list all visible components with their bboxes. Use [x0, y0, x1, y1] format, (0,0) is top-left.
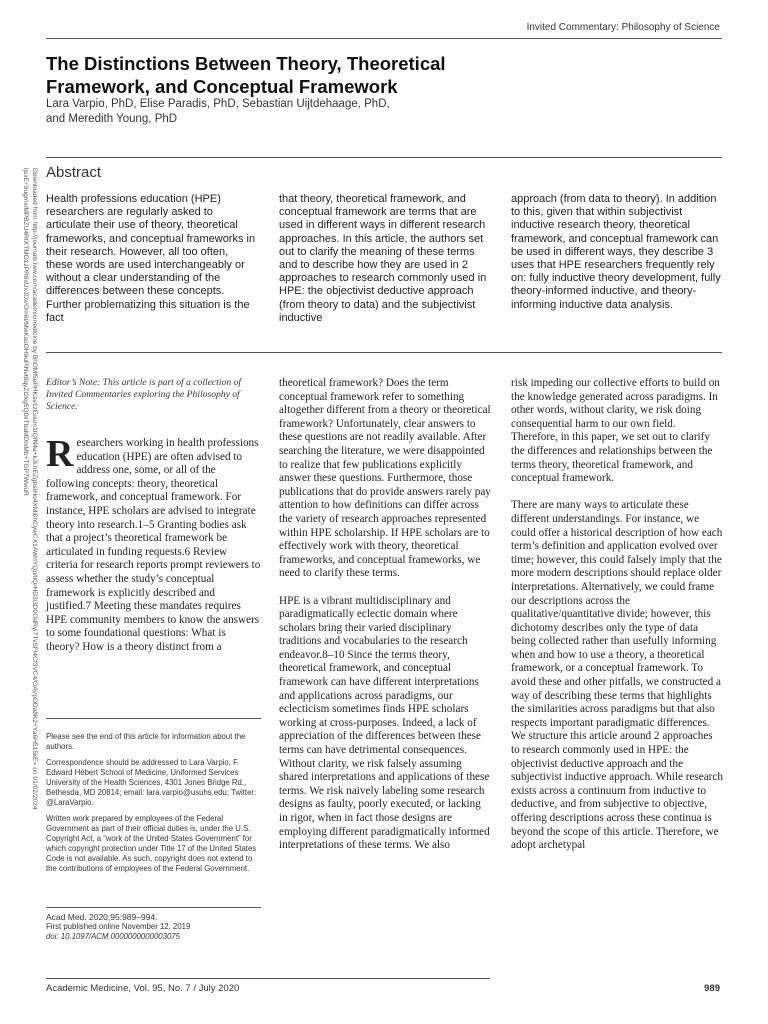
footnote-copyright: Written work prepared by employees of the Federal Government as part of their official duties is, under the U.S. Copyright Act, a “work of the United States Government” for which copyright protection under Title 17 of the United States Code is not available. As such, copyright does not extend to the contributions of employees of the Federal Government.	[46, 814, 257, 873]
abstract-heading: Abstract	[46, 164, 102, 181]
author-list	[46, 97, 686, 127]
header-rule	[46, 38, 722, 39]
body-paragraph: theoretical framework? Does the term conceptual framework refer to something altogether different from a theory or theoretical framework? Unfortunately, clear answers to these questions are not readily available. After searching the literature, we were disappointed to realize that few publications explicitly answer these questions. Furthermore, those publications that do provide answers rarely pay attention to how definitions can differ across the variety of research approaches represented within HPE scholarship. If HPE scholars are to effectively work with theory, theoretical frameworks, and conceptual frameworks, we need to clarify these terms.	[279, 377, 491, 580]
footnote-correspondence: Correspondence should be addressed to Lara Varpio, F. Edward Hébert School of Medicine, Uniformed Services University of the Health Sciences, 4301 Jones Bridge Rd., Bethesda, MD 20814; email: lara.varpio@usuhs.edu; Twitter: @LaraVarpio.	[46, 758, 257, 807]
doi: doi: 10.1097/ACM.0000000000003075	[46, 932, 180, 941]
abstract-bottom-rule	[46, 352, 722, 353]
page-number: 989	[704, 983, 720, 994]
download-notice-line-1: Downloaded from http://journals.lww.com/academicmedicine by BhDMf5ePHKav1zEoum1tQfN4a+kJLhEZgbsIHo4XMi0hCywCX1AWnYQp/IlQrHD3i3D0OdRyi7TvSFl4Cf3VC4/OAVpDDa8K2+Ya6H515kE= on 01/02/2024	[31, 168, 38, 810]
footnote-rule	[46, 718, 261, 719]
body-col-1	[46, 433, 261, 668]
body-paragraph: There are many ways to articulate these different understandings. For instance, we could offer a historical description of how each term’s definition and application evolved over time; however, this could falsely imply that the more modern descriptions should replace older interpretations. Alternatively, we could frame our descriptions across the qualitative/quantitative divide; however, this dichotomy describes only the type of data being collected rather than usefully informing when and how to use a theory, a theoretical framework, or a conceptual framework. To avoid these and other pitfalls, we constructed a way of describing these terms that highlights the similarities across paradigms but that also respects important paradigmatic differences. We structure this article around 2 approaches to research commonly used in HPE: the objectivist deductive approach and the subjectivist inductive approach. While research exists across a continuum from inductive to deductive, and from subjective to objective, offering descriptions across these continua is beyond the scope of this article. Therefore, we adopt archetypal	[511, 499, 723, 852]
intro-paragraph	[46, 433, 261, 655]
footnote-see-end: Please see the end of this article for information about the authors.	[46, 732, 246, 751]
footer-rule	[46, 978, 490, 979]
citation-block	[46, 912, 261, 942]
title-line-1: The Distinctions Between Theory, Theoretical	[46, 53, 446, 74]
body-paragraph: HPE is a vibrant multidisciplinary and paradigmatically eclectic domain where scholars bring their varied disciplinary traditions and vocabularies to the research endeavor.8–10 Since the terms theory, theoretical framework, and conceptual framework can have different interpretations and applications across paradigms, our eclecticism sometimes finds HPE scholars working at cross-purposes. Indeed, a lack of appreciation of the differences between these terms can have detrimental consequences. Without clarity, we risk falsely assuming shared interpretations and applications of these terms. We risk naively labeling some research designs as faulty, poorly executed, or lacking in rigor, when in fact those designs are employing different paradigmatically informed interpretations of these terms. We also	[279, 594, 490, 852]
authors-line-2: and Meredith Young, PhD	[46, 113, 178, 125]
download-notice	[21, 168, 38, 809]
section-label: Invited Commentary: Philosophy of Science	[526, 22, 720, 33]
abstract-col-1: Health professions education (HPE) researchers are regularly asked to articulate their use of theory, theoretical frameworks, and conceptual frameworks in their research. However, all too often, these words are used interchangeably or without a clear understanding of the differences between these concepts. Further problematizing this situation is the fact	[46, 193, 256, 324]
published-date: First published online November 12, 2019	[46, 922, 191, 931]
body-col-2	[279, 377, 491, 866]
body-paragraph: risk impeding our collective efforts to build on the knowledge generated across paradigms. In other words, without clarity, we risk doing consequential harm to our own field. Therefore, in this paper, we set out to clarify the differences and relationships between the terms theory, theoretical framework, and conceptual framework.	[511, 377, 720, 485]
article-title	[46, 52, 686, 98]
download-notice-line-2: ljsxE+9ugmx/MPBZU4RtXTMO1zPR8xUxJDx/Om6t/MwKsoOH9uPiNvt6qyZt2kg5Q0kTbaMDIxMb+TGP7WwuR	[22, 168, 30, 496]
citation-rule	[46, 907, 261, 908]
abstract-col-3: approach (from data to theory). In addition to this, given that within subjectivist inductive research theory, theoretical framework, and conceptual framework can be used in different ways, they describe 3 uses that HPE researchers frequently rely on: fully inductive theory development, fully theory-informed inductive, and theory-informing inductive data analysis.	[511, 193, 721, 311]
abstract-col-2: that theory, theoretical framework, and conceptual framework are terms that are used in different ways in different research approaches. In this article, the authors set out to clarify the meaning of these terms and to describe how they are used in 2 approaches to research commonly used in HPE: the objectivist deductive approach (from theory to data) and the subjectivist inductive	[279, 193, 487, 324]
citation: Acad Med. 2020;95:989–994.	[46, 912, 158, 922]
drop-cap: R	[46, 433, 74, 475]
authors-line-1: Lara Varpio, PhD, Elise Paradis, PhD, Sebastian Uijtdehaage, PhD,	[46, 98, 390, 110]
body-col-3	[511, 377, 723, 866]
footnotes	[46, 732, 261, 880]
abstract-top-rule	[46, 157, 722, 158]
title-line-2: Framework, and Conceptual Framework	[46, 76, 398, 97]
editors-note: Editor’s Note: This article is part of a collection of Invited Commentaries exploring the Philosophy of Science.	[46, 377, 241, 412]
intro-text: esearchers working in health professions education (HPE) are often advised to address one, some, or all of the following concepts: theory, theoretical framework, and conceptual framework. For instance, HPE scholars are advised to integrate theory into research.1–5 Granting bodies ask that a project’s theoretical framework be articulated in funding requests.6 Review criteria for research reports prompt reviewers to assess whether the study’s conceptual framework is explicitly described and justified.7 Meeting these mandates requires HPE community members to know the answers to some foundational questions: What is theory? How is a theory distinct from a	[46, 437, 261, 653]
journal-info: Academic Medicine, Vol. 95, No. 7 / July 2020	[46, 983, 240, 994]
